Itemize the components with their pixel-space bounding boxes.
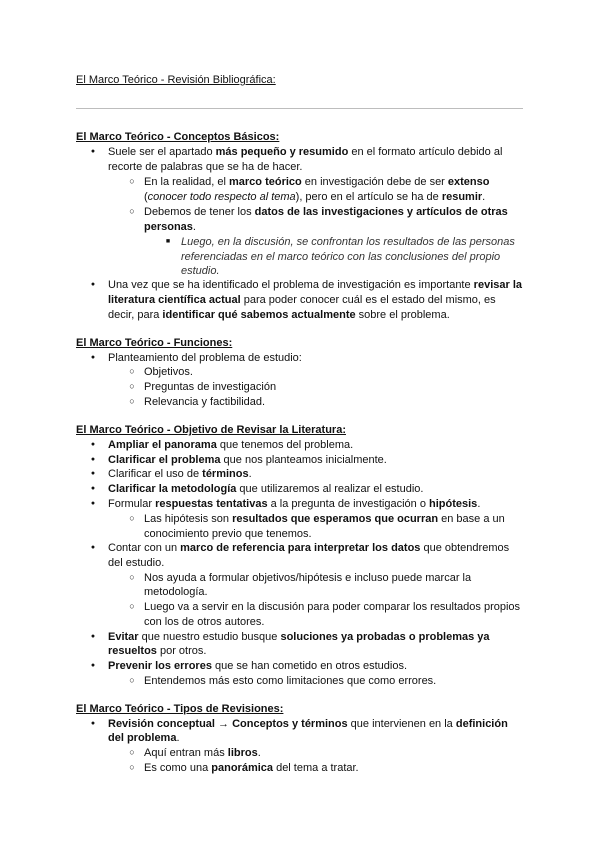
list-item-text: metodología. xyxy=(144,586,208,598)
list-item-text: conocimiento previo que tenemos. xyxy=(144,528,312,540)
list-item-text: Revisión conceptual → Conceptos y términos que intervienen en la definición xyxy=(108,718,508,730)
bullet-disc-icon xyxy=(88,482,98,498)
list-item-text: Ampliar el panorama que tenemos del problema. xyxy=(108,439,354,451)
bullet-disc-icon xyxy=(88,467,98,483)
list-item-text: literatura científica actual para poder conocer cuál es el estado del mismo, es xyxy=(108,294,496,306)
list-item-text: estudio. xyxy=(181,265,220,277)
list-item-text: Clarificar la metodología que utilizaremos al realizar el estudio. xyxy=(108,483,424,495)
bullet-disc-icon xyxy=(88,438,98,454)
list-item-text: Las hipótesis son resultados que esperamos que ocurran en base a un xyxy=(144,513,505,525)
bullet-circle-icon xyxy=(127,761,137,776)
bullet-circle-icon xyxy=(127,365,137,380)
bullet-circle-icon xyxy=(127,571,137,586)
bullet-disc-icon xyxy=(88,278,98,294)
list-item-text: Contar con un marco de referencia para interpretar los datos que obtendremos xyxy=(108,542,510,554)
section-heading-conceptos: El Marco Teórico - Conceptos Básicos: xyxy=(76,131,280,143)
bullet-disc-icon xyxy=(88,541,98,557)
list-item-text: Prevenir los errores que se han cometido en otros estudios. xyxy=(108,660,408,672)
list-item-text: del problema. xyxy=(108,732,180,744)
list-item-text: En la realidad, el marco teórico en investigación debe de ser extenso xyxy=(144,176,490,188)
list-item-text: personas. xyxy=(144,221,196,233)
list-item-text: resueltos por otros. xyxy=(108,645,207,657)
list-item-text: Debemos de tener los datos de las investigaciones y artículos de otras xyxy=(144,206,508,218)
bullet-circle-icon xyxy=(127,395,137,410)
bullet-disc-icon xyxy=(88,351,98,367)
list-item-text: Formular respuestas tentativas a la pregunta de investigación o hipótesis. xyxy=(108,498,481,510)
bullet-circle-icon xyxy=(127,512,137,527)
list-item-text: Preguntas de investigación xyxy=(144,381,277,393)
list-item-text: Clarificar el problema que nos planteamos inicialmente. xyxy=(108,454,387,466)
list-item-text: recorte de palabras que se ha de hacer. xyxy=(108,161,303,173)
list-item-text: Relevancia y factibilidad. xyxy=(144,396,266,408)
bullet-circle-icon xyxy=(127,674,137,689)
list-item-text: referenciadas en el marco teórico con las conclusiones del propio xyxy=(181,251,501,263)
list-item-text: (conocer todo respecto al tema), pero en el artículo se ha de resumir. xyxy=(144,191,486,203)
list-item-text: Es como una panorámica del tema a tratar. xyxy=(144,762,359,774)
bullet-disc-icon xyxy=(88,497,98,513)
section-heading-tipos: El Marco Teórico - Tipos de Revisiones: xyxy=(76,703,284,715)
section-heading-funciones: El Marco Teórico - Funciones: xyxy=(76,337,233,349)
list-item-text: Entendemos más esto como limitaciones que como errores. xyxy=(144,675,437,687)
list-item-text: Evitar que nuestro estudio busque soluciones ya probadas o problemas ya xyxy=(108,631,490,643)
bullet-circle-icon xyxy=(127,746,137,761)
list-item-text: Luego va a servir en la discusión para poder comparar los resultados propios xyxy=(144,601,521,613)
bullet-circle-icon xyxy=(127,600,137,615)
list-item-text: Suele ser el apartado más pequeño y resumido en el formato artículo debido al xyxy=(108,146,503,158)
bullet-circle-icon xyxy=(127,205,137,220)
list-item-text: Clarificar el uso de términos. xyxy=(108,468,252,480)
bullet-disc-icon xyxy=(88,659,98,675)
list-item-text: del estudio. xyxy=(108,557,165,569)
list-item-text: Objetivos. xyxy=(144,366,193,378)
document-title: El Marco Teórico - Revisión Bibliográfica: xyxy=(76,74,276,86)
section-heading-objetivo: El Marco Teórico - Objetivo de Revisar la Literatura: xyxy=(76,424,346,436)
list-item-text: Aquí entran más libros. xyxy=(144,747,261,759)
list-item-text: Planteamiento del problema de estudio: xyxy=(108,352,302,364)
bullet-square-icon xyxy=(163,235,173,251)
list-item-text: con los de otros autores. xyxy=(144,616,265,628)
list-item-text: Nos ayuda a formular objetivos/hipótesis e incluso puede marcar la xyxy=(144,572,472,584)
list-item-text: decir, para identificar qué sabemos actualmente sobre el problema. xyxy=(108,309,450,321)
list-item-text: Una vez que se ha identificado el problema de investigación es importante revisar la xyxy=(108,279,522,291)
list-item-text: Luego, en la discusión, se confrontan los resultados de las personas xyxy=(181,236,515,248)
bullet-disc-icon xyxy=(88,145,98,161)
bullet-disc-icon xyxy=(88,717,98,733)
bullet-circle-icon xyxy=(127,380,137,395)
divider xyxy=(76,108,523,109)
bullet-disc-icon xyxy=(88,630,98,646)
bullet-circle-icon xyxy=(127,175,137,190)
